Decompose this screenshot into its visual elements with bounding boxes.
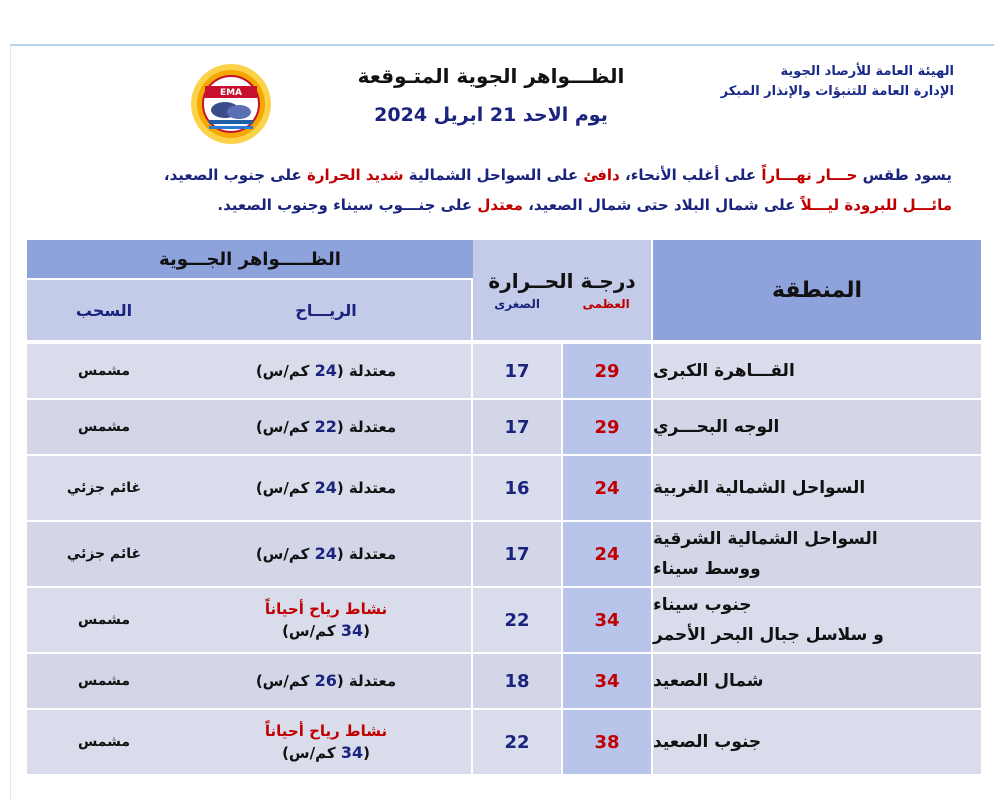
summary-highlight: شديد الحرارة bbox=[307, 166, 404, 184]
wind-speed: 34 bbox=[340, 743, 364, 762]
header-min-label: الصغرى bbox=[494, 297, 540, 311]
header-phenomena bbox=[27, 240, 473, 278]
wind-speed: 24 bbox=[314, 478, 337, 497]
wind-speed: 24 bbox=[314, 361, 337, 380]
wind-speed: 34 bbox=[340, 621, 364, 640]
table-row-max-temp bbox=[563, 344, 651, 398]
header-region-label: المنطقة bbox=[771, 277, 863, 303]
header-temperature bbox=[473, 240, 651, 340]
summary-line-1 bbox=[164, 166, 952, 184]
min-temp-value: 18 bbox=[504, 670, 530, 692]
table-row-max-temp bbox=[563, 654, 651, 708]
region-name: الوجه البحـــري bbox=[653, 417, 780, 437]
region-name: السواحل الشمالية الشرقية bbox=[653, 529, 878, 549]
summary-text: على السواحل الشمالية bbox=[408, 166, 579, 184]
max-temp-value: 38 bbox=[594, 731, 620, 753]
table-row-min-temp bbox=[473, 654, 561, 708]
max-temp-value: 24 bbox=[594, 543, 620, 565]
wind-desc: معتدلة ( bbox=[336, 362, 397, 380]
header-temperature-label: درجـة الحــرارة bbox=[488, 269, 636, 293]
wind-desc: معتدلة ( bbox=[336, 418, 397, 436]
wind-speed: 24 bbox=[314, 544, 337, 563]
min-temp-value: 22 bbox=[504, 731, 530, 753]
wind-desc: ( bbox=[363, 744, 370, 762]
min-temp-value: 22 bbox=[504, 609, 530, 631]
table-row-wind bbox=[181, 522, 471, 586]
wind-desc: معتدلة ( bbox=[336, 479, 397, 497]
region-name-line2: و سلاسل جبال البحر الأحمر bbox=[653, 625, 884, 645]
table-row-clouds bbox=[27, 344, 181, 398]
org-department: الإدارة العامة للتنبؤات والإنذار المبكر bbox=[720, 84, 954, 99]
summary-highlight: دافئ bbox=[583, 166, 620, 184]
summary-text: على أغلب الأنحاء، bbox=[625, 166, 757, 184]
clouds-value: غائم جزئي bbox=[66, 480, 142, 496]
forecast-table bbox=[27, 240, 983, 798]
header-temperature-sub bbox=[473, 297, 651, 311]
header-region bbox=[653, 240, 981, 340]
region-name-line2: ووسط سيناء bbox=[653, 559, 761, 579]
region-name: القـــاهرة الكبرى bbox=[653, 361, 795, 381]
table-row-clouds bbox=[27, 710, 181, 774]
wind-value bbox=[256, 670, 396, 692]
clouds-value: مشمس bbox=[77, 612, 131, 628]
max-temp-value: 34 bbox=[594, 609, 620, 631]
wind-warning: نشاط رياح أحياناً bbox=[264, 600, 388, 618]
wind-unit: كم/س) bbox=[282, 744, 341, 762]
max-temp-value: 29 bbox=[594, 360, 620, 382]
header-max-label: العظمى bbox=[582, 297, 630, 311]
min-temp-value: 17 bbox=[504, 416, 530, 438]
org-name: الهيئة العامة للأرصاد الجوية bbox=[780, 64, 954, 79]
wind-unit: كم/س) bbox=[282, 622, 341, 640]
forecast-date: يوم الاحد 21 ابريل 2024 bbox=[374, 104, 608, 126]
table-row-max-temp bbox=[563, 400, 651, 454]
region-name: السواحل الشمالية الغربية bbox=[653, 478, 866, 498]
summary-text: على شمال البلاد حتى شمال الصعيد، bbox=[528, 196, 796, 214]
table-row-max-temp bbox=[563, 710, 651, 774]
min-temp-value: 17 bbox=[504, 543, 530, 565]
header-wind-label: الريـــاح bbox=[295, 300, 357, 320]
wind-unit: كم/س) bbox=[255, 362, 315, 380]
clouds-value: مشمس bbox=[77, 419, 131, 435]
region-name: جنوب سيناء bbox=[653, 595, 752, 615]
region-name: جنوب الصعيد bbox=[653, 732, 762, 752]
wind-unit: كم/س) bbox=[255, 479, 315, 497]
table-row-min-temp bbox=[473, 588, 561, 652]
table-row-min-temp bbox=[473, 522, 561, 586]
table-row-min-temp bbox=[473, 710, 561, 774]
table-row-min-temp bbox=[473, 456, 561, 520]
header-clouds-label: السحب bbox=[75, 300, 133, 320]
wind-value bbox=[256, 477, 396, 499]
table-row-min-temp bbox=[473, 400, 561, 454]
wind-desc: ( bbox=[363, 622, 370, 640]
clouds-value: مشمس bbox=[77, 673, 131, 689]
table-row-clouds bbox=[27, 522, 181, 586]
summary-text: على جنوب الصعيد، bbox=[163, 166, 302, 184]
wind-value bbox=[282, 620, 370, 642]
table-row-clouds bbox=[27, 456, 181, 520]
summary-text: يسود طقس bbox=[862, 166, 952, 184]
summary-highlight: مائـــل للبرودة ليـــلاً bbox=[800, 196, 952, 214]
wind-unit: كم/س) bbox=[255, 418, 315, 436]
max-temp-value: 29 bbox=[594, 416, 620, 438]
table-row-region bbox=[653, 522, 981, 586]
summary-line-2 bbox=[217, 196, 952, 214]
table-row-wind bbox=[181, 710, 471, 774]
min-temp-value: 16 bbox=[504, 477, 530, 499]
table-row-region bbox=[653, 400, 981, 454]
table-row-region bbox=[653, 456, 981, 520]
clouds-value: مشمس bbox=[77, 734, 131, 750]
summary-highlight: حـــار نهـــاراً bbox=[761, 166, 858, 184]
table-row-wind bbox=[181, 456, 471, 520]
table-row-wind bbox=[181, 588, 471, 652]
wind-unit: كم/س) bbox=[255, 672, 315, 690]
logo-text: EMA bbox=[219, 88, 243, 98]
table-row-min-temp bbox=[473, 344, 561, 398]
wind-value bbox=[256, 416, 396, 438]
clouds-value: غائم جزئي bbox=[66, 546, 142, 562]
wind-unit: كم/س) bbox=[255, 545, 315, 563]
wind-speed: 26 bbox=[314, 671, 337, 690]
min-temp-value: 17 bbox=[504, 360, 530, 382]
max-temp-value: 24 bbox=[594, 477, 620, 499]
table-row-wind bbox=[181, 400, 471, 454]
table-row-max-temp bbox=[563, 522, 651, 586]
wind-desc: معتدلة ( bbox=[336, 545, 397, 563]
summary-highlight: معتدل bbox=[477, 196, 523, 214]
header-clouds bbox=[27, 280, 181, 340]
ema-logo bbox=[187, 60, 275, 148]
table-row-wind bbox=[181, 654, 471, 708]
table-row-wind bbox=[181, 344, 471, 398]
table-row-region bbox=[653, 344, 981, 398]
page-title: الظـــواهر الجوية المتـوقعة bbox=[357, 64, 625, 88]
table-row-max-temp bbox=[563, 456, 651, 520]
table-row-region bbox=[653, 710, 981, 774]
region-name: شمال الصعيد bbox=[653, 671, 764, 691]
table-row-clouds bbox=[27, 400, 181, 454]
wind-value bbox=[282, 742, 370, 764]
summary-text: على جنـــوب سيناء وجنوب الصعيد. bbox=[217, 196, 473, 214]
organization-header bbox=[721, 62, 954, 102]
table-row-clouds bbox=[27, 654, 181, 708]
table-row-max-temp bbox=[563, 588, 651, 652]
max-temp-value: 34 bbox=[594, 670, 620, 692]
header-phenomena-label: الظـــــواهر الجـــوية bbox=[159, 248, 341, 270]
table-row-region bbox=[653, 588, 981, 652]
wind-value bbox=[256, 543, 396, 565]
wind-value bbox=[256, 360, 396, 382]
clouds-value: مشمس bbox=[77, 363, 131, 379]
table-row-region bbox=[653, 654, 981, 708]
header-wind bbox=[181, 280, 471, 340]
wind-desc: معتدلة ( bbox=[336, 672, 397, 690]
wind-warning: نشاط رياح أحياناً bbox=[264, 722, 388, 740]
wind-speed: 22 bbox=[314, 417, 337, 436]
table-row-clouds bbox=[27, 588, 181, 652]
forecast-sheet bbox=[10, 44, 994, 800]
